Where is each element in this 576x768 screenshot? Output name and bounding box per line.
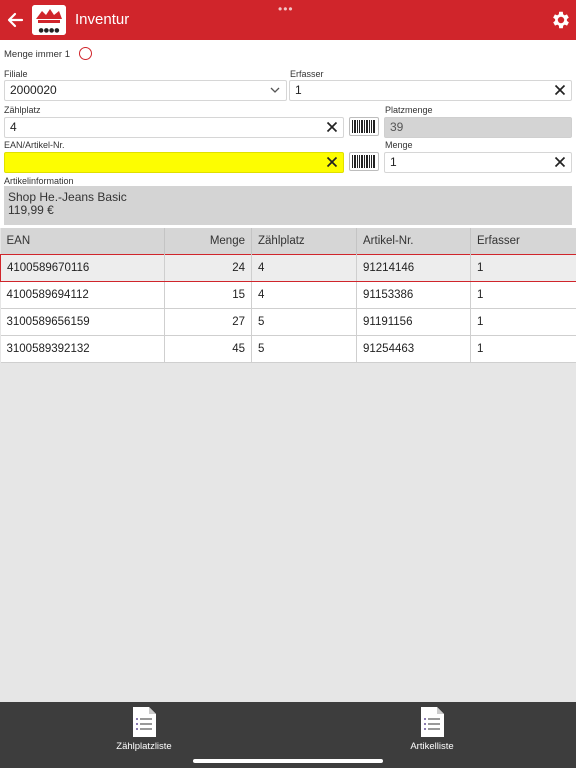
inventory-table xyxy=(0,228,576,363)
page-title: Inventur xyxy=(75,11,130,28)
table-row[interactable] xyxy=(1,281,576,308)
settings-button[interactable] xyxy=(550,9,572,31)
cell-ean: 4100589694112 xyxy=(1,281,165,308)
zaehlplatz-scan-button[interactable] xyxy=(349,117,379,136)
zaehlplatz-label: Zählplatz xyxy=(4,105,41,115)
filiale-select[interactable] xyxy=(4,80,287,101)
menge-label: Menge xyxy=(385,140,413,150)
cell-erfasser: 1 xyxy=(471,308,576,335)
cell-artikel: 91153386 xyxy=(357,281,471,308)
artikelinfo-price: 119,99 € xyxy=(8,203,54,217)
cell-zaehlplatz: 5 xyxy=(252,308,357,335)
artikelinfo-label: Artikelinformation xyxy=(4,176,74,186)
erfasser-label: Erfasser xyxy=(290,69,324,79)
cell-zaehlplatz: 5 xyxy=(252,335,357,362)
nav-artikelliste[interactable] xyxy=(372,706,492,756)
ean-input[interactable] xyxy=(4,152,344,173)
cell-menge: 27 xyxy=(165,308,252,335)
platzmenge-label: Platzmenge xyxy=(385,105,433,115)
gear-icon xyxy=(550,9,572,31)
artikelinfo-name: Shop He.-Jeans Basic xyxy=(8,190,127,204)
nav-zaehlplatzliste-label: Zählplatzliste xyxy=(116,741,172,752)
column-header-artikel[interactable]: Artikel-Nr. xyxy=(357,228,471,254)
zaehlplatz-value: 4 xyxy=(10,120,17,134)
menge-immer-label: Menge immer 1 xyxy=(4,49,70,60)
multitask-handle[interactable]: ••• xyxy=(278,2,294,16)
cell-menge: 45 xyxy=(165,335,252,362)
arrow-left-icon xyxy=(6,8,26,32)
platzmenge-field xyxy=(384,117,572,138)
nav-zaehlplatzliste[interactable] xyxy=(84,706,204,756)
filiale-label: Filiale xyxy=(4,69,28,79)
menge-value: 1 xyxy=(390,155,397,169)
table-header-row xyxy=(1,228,576,254)
back-button[interactable] xyxy=(6,8,26,32)
cell-menge: 15 xyxy=(165,281,252,308)
clear-icon[interactable] xyxy=(554,84,566,96)
document-list-icon xyxy=(418,706,446,738)
clear-icon[interactable] xyxy=(326,156,338,168)
artikelinfo-box xyxy=(4,186,572,225)
erfasser-field[interactable] xyxy=(289,80,572,101)
column-header-menge[interactable]: Menge xyxy=(165,228,252,254)
cell-artikel: 91214146 xyxy=(357,254,471,281)
cell-erfasser: 1 xyxy=(471,254,576,281)
table-row[interactable] xyxy=(1,254,576,281)
barcode-icon xyxy=(350,118,378,135)
cell-erfasser: 1 xyxy=(471,335,576,362)
cell-ean: 3100589392132 xyxy=(1,335,165,362)
menge-field[interactable] xyxy=(384,152,572,173)
clear-icon[interactable] xyxy=(326,121,338,133)
cell-ean: 4100589670116 xyxy=(1,254,165,281)
cell-erfasser: 1 xyxy=(471,281,576,308)
column-header-zaehlplatz[interactable]: Zählplatz xyxy=(252,228,357,254)
cell-ean: 3100589656159 xyxy=(1,308,165,335)
document-list-icon xyxy=(130,706,158,738)
nav-artikelliste-label: Artikelliste xyxy=(410,741,454,752)
barcode-icon xyxy=(350,153,378,170)
menge-immer-radio[interactable] xyxy=(79,47,92,60)
zaehlplatz-field[interactable] xyxy=(4,117,344,138)
cell-menge: 24 xyxy=(165,254,252,281)
bottom-nav xyxy=(0,702,576,768)
home-indicator[interactable] xyxy=(193,759,383,763)
ean-scan-button[interactable] xyxy=(349,152,379,171)
entry-form xyxy=(0,40,576,228)
app-logo xyxy=(32,5,66,35)
clear-icon[interactable] xyxy=(554,156,566,168)
cell-artikel: 91191156 xyxy=(357,308,471,335)
column-header-erfasser[interactable]: Erfasser xyxy=(471,228,576,254)
chevron-down-icon xyxy=(270,85,280,95)
svg-text:●●●●: ●●●● xyxy=(38,27,60,34)
cell-artikel: 91254463 xyxy=(357,335,471,362)
cell-zaehlplatz: 4 xyxy=(252,254,357,281)
erfasser-value: 1 xyxy=(295,83,302,97)
ean-label: EAN/Artikel-Nr. xyxy=(4,140,65,150)
table-row[interactable] xyxy=(1,335,576,362)
cell-zaehlplatz: 4 xyxy=(252,281,357,308)
app-header xyxy=(0,0,576,40)
platzmenge-value: 39 xyxy=(390,120,404,134)
table-row[interactable] xyxy=(1,308,576,335)
filiale-value: 2000020 xyxy=(10,83,57,97)
column-header-ean[interactable]: EAN xyxy=(1,228,165,254)
